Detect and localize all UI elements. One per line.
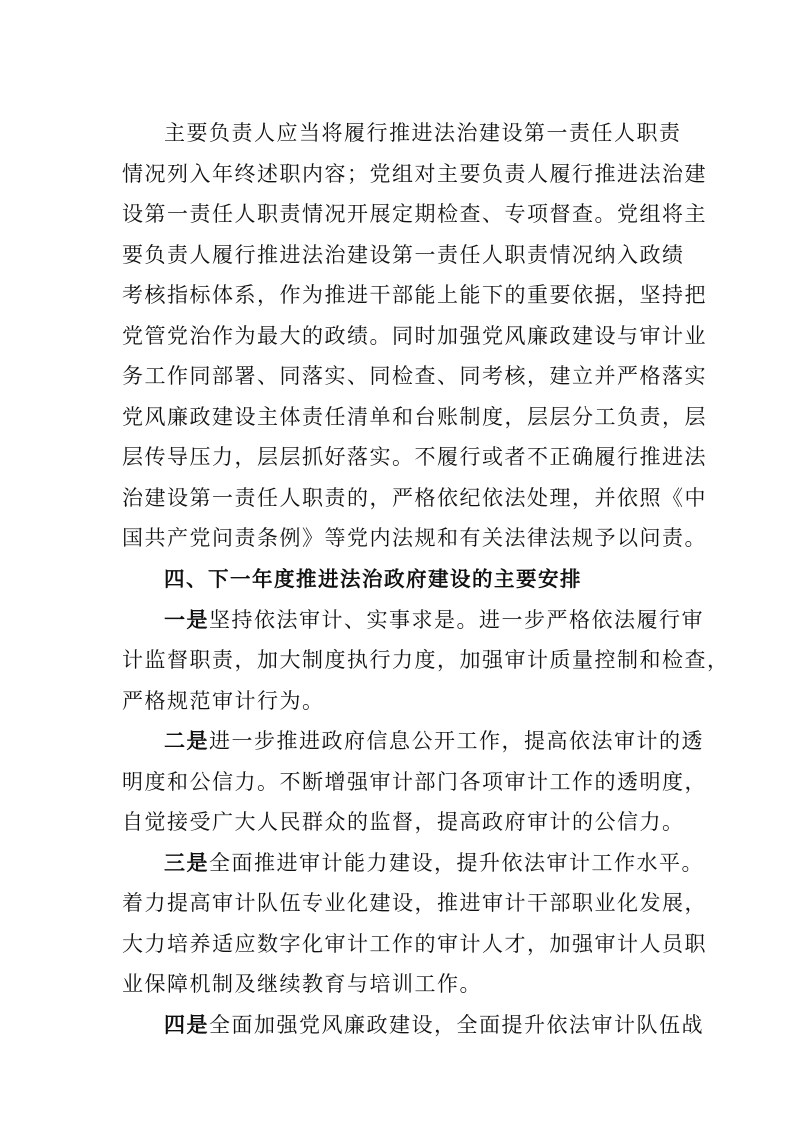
paragraph-line: 业保障机制及继续教育与培训工作。 — [122, 972, 482, 996]
paragraph-line: 层传导压力，层层抓好落实。不履行或者不正确履行推进法 — [122, 445, 707, 469]
paragraph-line: 明度和公信力。不断增强审计部门各项审计工作的透明度， — [122, 770, 707, 794]
paragraph-line: 着力提高审计队伍专业化建设，推进审计干部职业化发展， — [122, 891, 707, 915]
item-first-line — [164, 1010, 704, 1040]
paragraph-line: 计监督职责，加大制度执行力度，加强审计质量控制和检查， — [122, 648, 730, 672]
item-first-line — [164, 726, 704, 756]
paragraph-line: 党管党治作为最大的政绩。同时加强党风廉政建设与审计业 — [122, 324, 707, 348]
paragraph-line: 情况列入年终述职内容；党组对主要负责人履行推进法治建 — [122, 162, 707, 186]
item-lead: 四是 — [164, 1013, 209, 1037]
item-text: 全面推进审计能力建设，提升依法审计工作水平。 — [209, 851, 704, 875]
paragraph-line: 考核指标体系，作为推进干部能上能下的重要依据，坚持把 — [122, 283, 707, 307]
paragraph-line: 设第一责任人职责情况开展定期检查、专项督查。党组将主 — [122, 202, 707, 226]
paragraph-line: 党风廉政建设主体责任清单和台账制度，层层分工负责，层 — [122, 405, 707, 429]
paragraph-line: 国共产党问责条例》等党内法规和有关法律法规予以问责。 — [122, 526, 707, 550]
paragraph-line: 大力培养适应数字化审计工作的审计人才，加强审计人员职 — [122, 932, 707, 956]
paragraph-line: 严格规范审计行为。 — [122, 689, 325, 713]
item-first-line — [164, 605, 704, 635]
item-lead: 三是 — [164, 851, 209, 875]
section-heading: 四、下一年度推进法治政府建设的主要安排 — [164, 567, 582, 591]
paragraph-line: 主要负责人应当将履行推进法治建设第一责任人职责 — [164, 121, 682, 145]
item-lead: 二是 — [164, 729, 209, 753]
paragraph-line: 治建设第一责任人职责的，严格依纪依法处理，并依照《中 — [122, 486, 707, 510]
paragraph-line: 务工作同部署、同落实、同检查、同考核，建立并严格落实 — [122, 364, 707, 388]
item-lead: 一是 — [164, 608, 209, 632]
item-text: 全面加强党风廉政建设，全面提升依法审计队伍战 — [209, 1013, 704, 1037]
item-text: 坚持依法审计、实事求是。进一步严格依法履行审 — [209, 608, 704, 632]
paragraph-line: 自觉接受广大人民群众的监督，提高政府审计的公信力。 — [122, 810, 685, 834]
paragraph-line: 要负责人履行推进法治建设第一责任人职责情况纳入政绩 — [122, 243, 685, 267]
item-text: 进一步推进政府信息公开工作，提高依法审计的透 — [209, 729, 704, 753]
item-first-line — [164, 848, 704, 878]
